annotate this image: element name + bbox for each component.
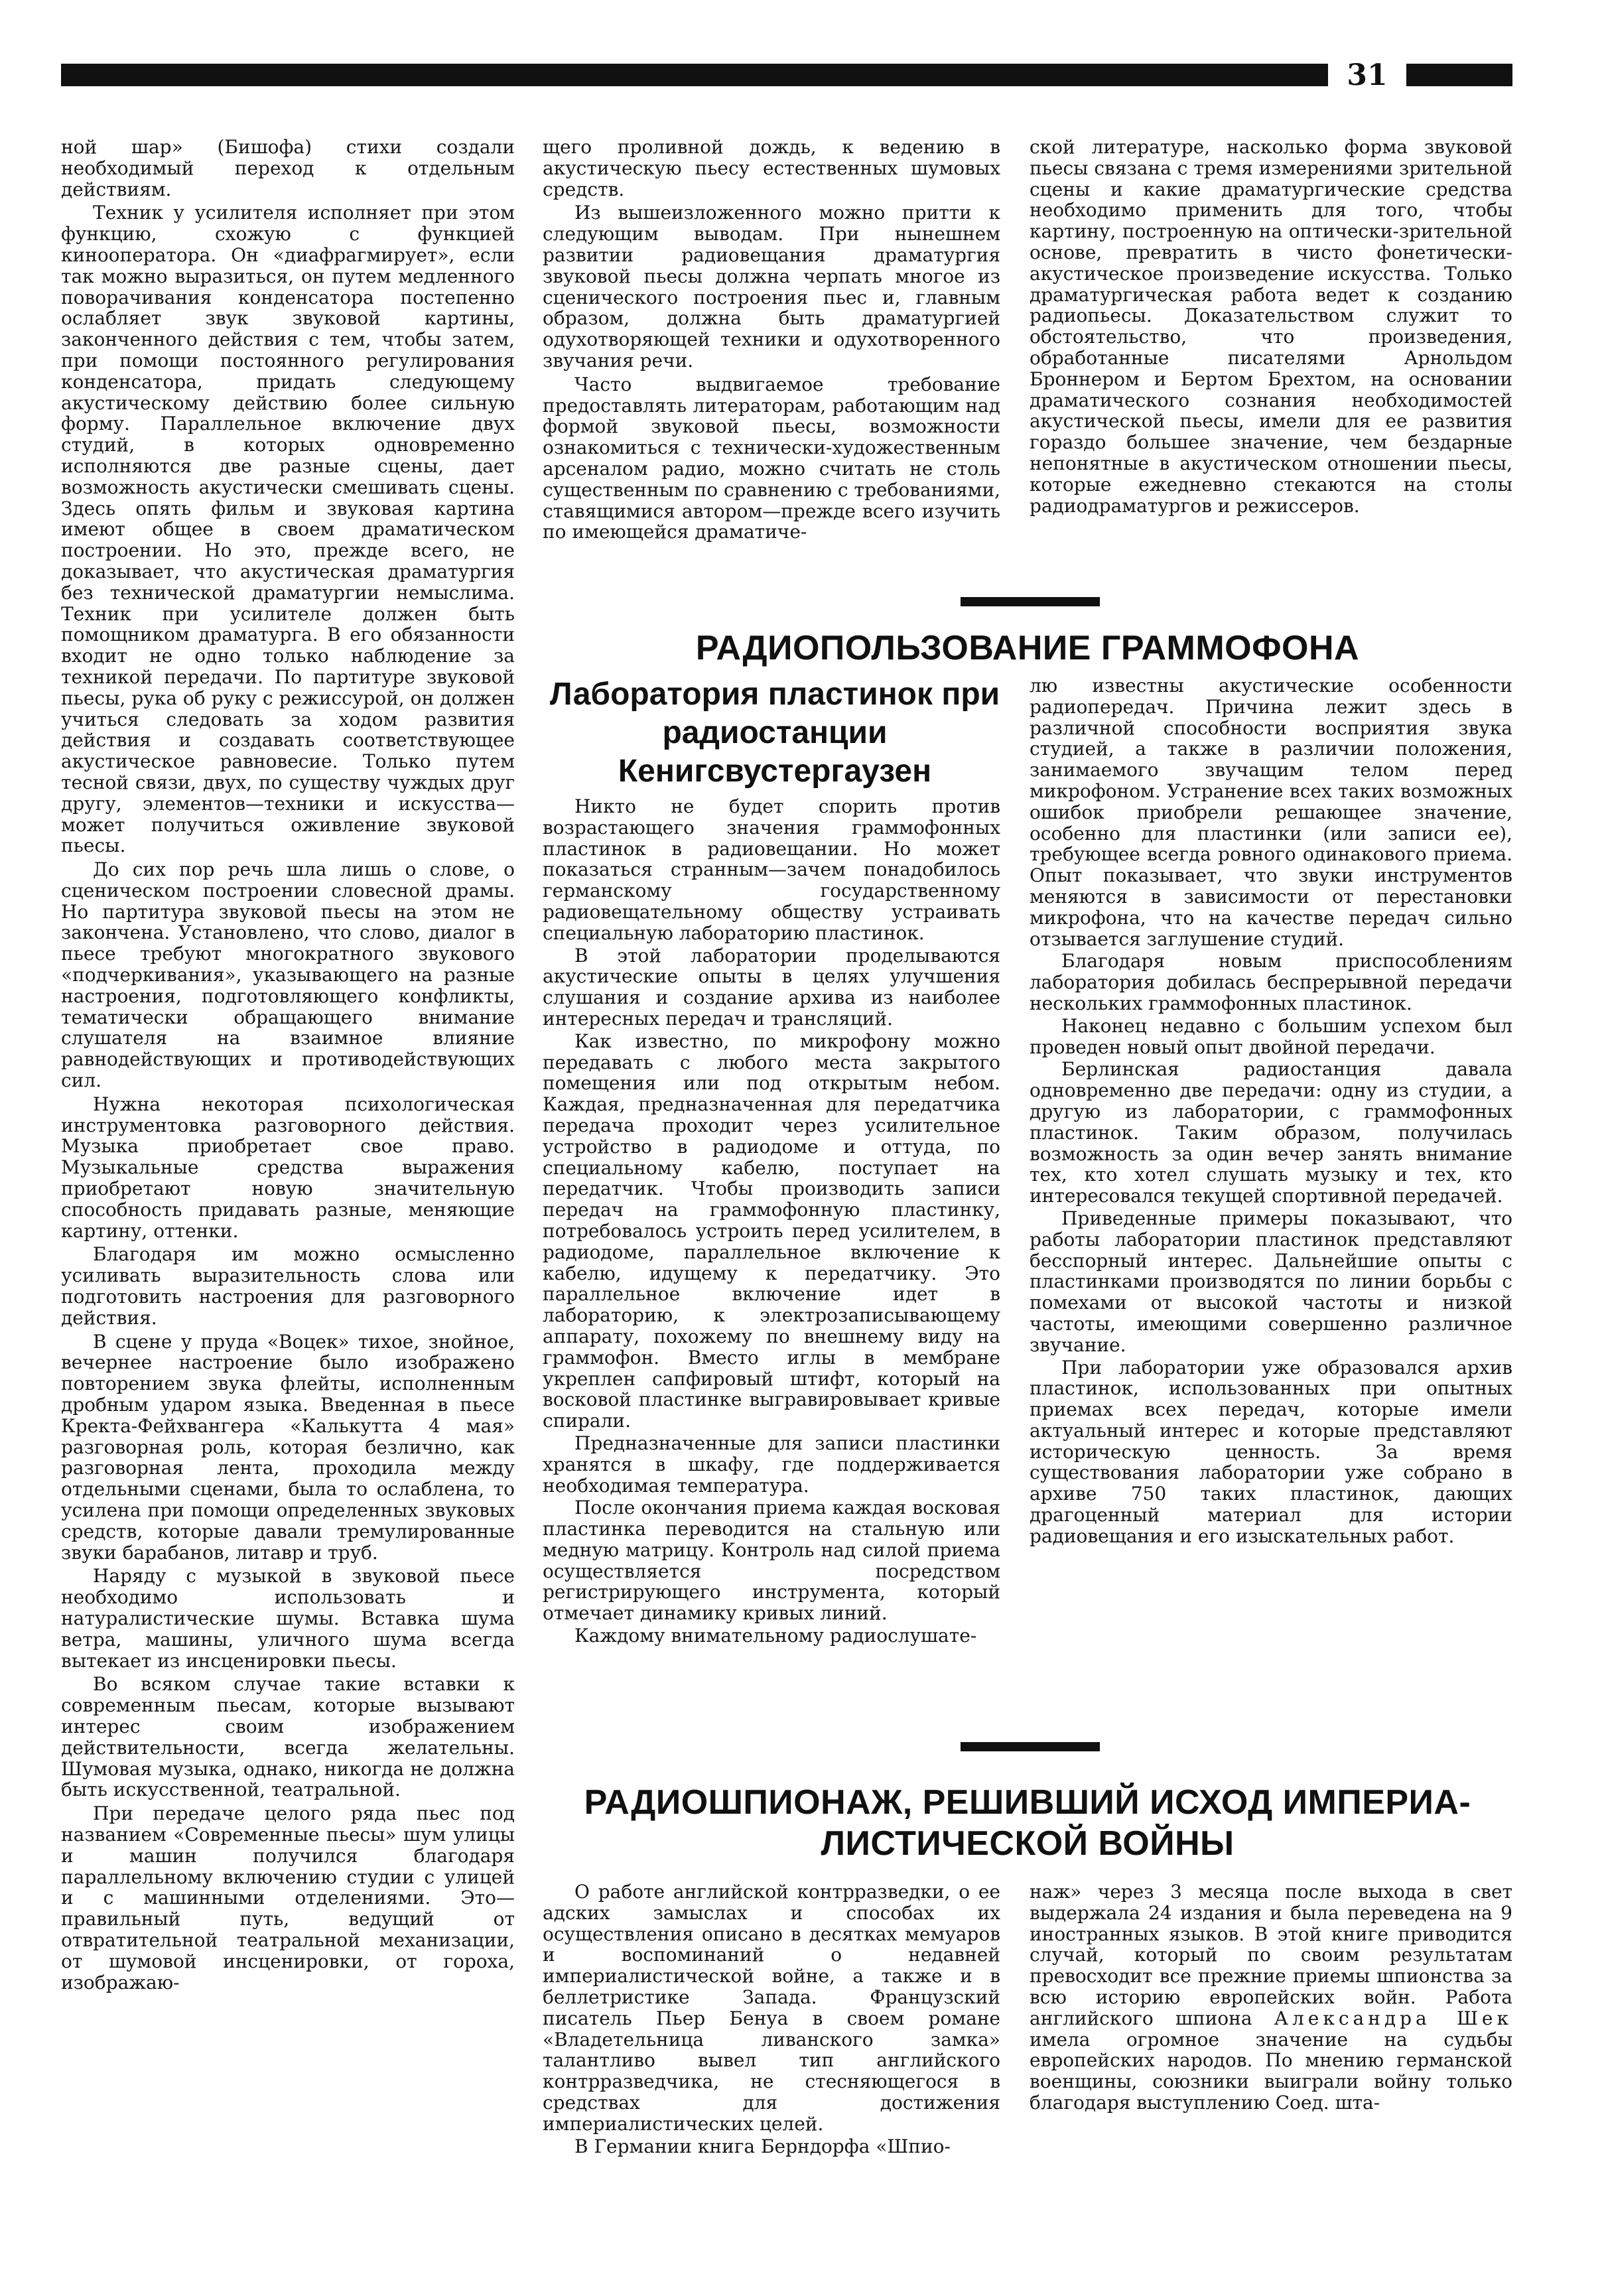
paragraph: Нужна некоторая психологическая инструментовка разговорного действия. Музыка приобретает свое право. Музыкальные средства выражения приобретают новую значительную способность придавать разные, меняющие картину, оттенки. (61, 1093, 515, 1242)
article-title (543, 1782, 1512, 1864)
paragraph: щего проливной дождь, к ведению в акустическую пьесу естественных шумовых средств. (543, 137, 1000, 200)
paragraph: лю известны акустические особенности радиопередач. Причина лежит здесь в различной способности восприятия звука студией, а также в различии положения, занимаемого звучащим телом перед микрофоном. Устранение всех таких возможных ошибок приобрели решающее значение, особенно для пластинки (или записи ее), требующее всегда ровного одинакового приема. Опыт показывает, что звуки инструментов меняются в зависимости от перестановки микрофона, что на качестве передач сильно отзывается заглушение студий. (1030, 675, 1512, 950)
paragraph: О работе английской контрразведки, о ее адских замыслах и способах их осуществления описано в десятках мемуаров и воспоминаний о недавней империалистической войне, а также и в беллетристике Запада. Французский писатель Пьер Бенуа в своем романе «Владетельница ливанского замка» талантливо вывел тип английского контрразведчика, не стесняющегося в средствах для достижения империалистических целей. (543, 1881, 1000, 2135)
paragraph: Благодаря новым приспособлениям лаборатория добилась беспрерывной передачи нескольких граммофонных пластинок. (1030, 950, 1512, 1014)
paragraph: После окончания приема каждая восковая пластинка переводится на стальную или медную матрицу. Контроль над силой приема осуществляется посредством регистрирующего инструмента, который отмечает динамику кривых линий. (543, 1497, 1000, 1625)
section-divider (961, 1742, 1100, 1751)
article-title: РАДИОПОЛЬЗОВАНИЕ ГРАММОФОНА (695, 629, 1360, 667)
paragraph: Наконец недавно с большим успехом был проведен новый опыт двойной передачи. (1030, 1014, 1512, 1058)
paragraph: Предназначенные для записи пластинки хранятся в шкафу, где поддерживается необходимая температура. (543, 1432, 1000, 1497)
paragraph: В сцене у пруда «Воцек» тихое, знойное, вечернее настроение было изображено повторением звука флейты, исполненным дробным ударом языка. Введенная в пьесе Кректа-Фейхвангера «Калькутта 4 мая» разговорная роль, которая безлично, как разговорная лента, проходила между отдельными сценами, была то ослаблена, то усилена при помощи определенных звуковых средств, которые давали тремулированные звуки барабанов, литавр и труб. (61, 1330, 515, 1564)
person-name: Александра Шек (1274, 2007, 1512, 2029)
paragraph: Берлинская радиостанция давала одновременно две передачи: одну из студии, а другую из лаборатории, с граммофонных пластинок. Таким образом, получилась возможность за один вечер занять внимание тех, кто хотел слушать музыку и тех, кто интересовался текущей спортивной передачей. (1030, 1058, 1512, 1207)
left-column (61, 137, 515, 2240)
paragraph: Приведенные примеры показывают, что работы лаборатории пластинок представляют бесспорный интерес. Дальнейшие опыты с пластинками производятся по линии борьбы с помехами от высокой частоты и низкой частоты, имеющими совершенно различное звучание. (1030, 1207, 1512, 1356)
paragraph: Никто не будет спорить против возрастающего значения граммофонных пластинок в радиовещании. Но может показаться странным—зачем понадобилось германскому государственному радиовещательному обществу устраивать специальную лабораторию пластинок. (543, 796, 1000, 944)
paragraph: Из вышеизложенного можно притти к следующим выводам. При нынешнем развитии радиовещания драматургия звуковой пьесы должна черпать многое из сценического построения пьес и, главным образом, должна быть драматургией одухотворяющей техники и одухотворенного звучания речи. (543, 202, 1000, 371)
paragraph: ской литературе, насколько форма звуковой пьесы связана с тремя измерениями зрительной сцены и какие драматургические средства необходимо применить для того, чтобы картину, построенную на оптически-зрительной основе, превратить в чисто фонетически-акустическое произведение искусства. Только драматургическая работа ведет к созданию радиопьесы. Доказательством служит то обстоятельство, что произведения, обработанные писателями Арнольдом Броннером и Бертом Брехтом, на основании драматического сознания необходимостей акустической пьесы, имели для ее развития гораздо большее значение, чем бездарные непонятные в акустическом отношении пьесы, которые ежедневно стекаются на столы радиодраматургов и режиссеров. (1030, 137, 1512, 517)
paragraph (1030, 1881, 1512, 2114)
paragraph: При лаборатории уже образовался архив пластинок, использованных при опытных приемах всех передач, которые имели актуальный интерес и которые представляют историческую ценность. За время существования лаборатории уже собрано в архиве 750 таких пластинок, дающих драгоценный материал для истории радиовещания и его изыскательных работ. (1030, 1356, 1512, 1547)
page-number: 31 (1347, 58, 1388, 92)
paragraph: Часто выдвигаемое требование предоставлять литераторам, работающим над формой звуковой пьесы, возможности ознакомиться с технически-художественным арсеналом радио, можно считать не столь существенным по сравнению с требованиями, ставящимися автором—прежде всего изучить по имеющейся драматиче- (543, 373, 1000, 543)
paragraph: Наряду с музыкой в звуковой пьесе необходимо использовать и натуралистические шумы. Вставка шума ветра, машины, уличного шума всегда вытекает из инсценировки пьесы. (61, 1565, 515, 1672)
article-title-line: РАДИОШПИОНАЖ, РЕШИВШИЙ ИСХОД ИМПЕРИА- (584, 1783, 1471, 1822)
article1-middle-column (543, 796, 1000, 1725)
section-divider (961, 597, 1100, 606)
paragraph: Каждому внимательному радиослушате- (574, 1625, 977, 1647)
header-rule-left (61, 64, 1328, 86)
header-rule-right (1406, 64, 1512, 86)
article1-right-column (1030, 675, 1512, 1733)
article2-middle-column (543, 1881, 1000, 2240)
paragraph: ной шар» (Бишофа) стихи создали необходимый переход к отдельным действиям. (61, 137, 515, 200)
paragraph-text: наж» через 3 месяца после выхода в свет выдержала 24 издания и была переведена на 9 иностранных языков. В этой книге приводится случай, который по своим результатам превосходит все прежние приемы шпионства за всю историю европейских войн. Работа английского шпиона (1030, 1881, 1512, 2029)
paragraph: Во всяком случае такие вставки к современным пьесам, которые вызывают интерес своим изображением действительности, всегда желательны. Шумовая музыка, однако, никогда не должна быть искусственной, театральной. (61, 1673, 515, 1801)
right-column-top (1030, 137, 1512, 573)
article-title-line: ЛИСТИЧЕСКОЙ ВОЙНЫ (821, 1824, 1235, 1863)
paragraph: Как известно, по микрофону можно передавать с любого места закрытого помещения или под открытым небом. Каждая, предназначенная для передатчика передача проходит через усилительное устройство в радиодоме и оттуда, по специальному кабелю, поступает на передатчик. Чтобы производить записи передач на граммофонную пластинку, потребовалось устроить перед усилителем, в радиодоме, параллельное включение к кабелю, идущему к передатчику. Это параллельное включение идет в лабораторию, к электрозаписывающему аппарату, похожему по внешнему виду на граммофон. Вместо иглы в мембране укреплен сапфировый штифт, который на восковой пластинке выгравировывает кривые спирали. (543, 1030, 1000, 1432)
article-subtitle: Лаборатория пластинок при радиостанции Кенигсвустергаузен (549, 677, 1000, 789)
article2-right-column (1030, 1881, 1512, 2240)
paragraph: До сих пор речь шла лишь о слове, о сценическом построении словесной драмы. Но партитура звуковой пьесы на этом не закончена. Установлено, что слово, диалог в пьесе требуют многократного звукового «подчеркивания», указывающего на разные настроения, подготовляющего конфликты, тематически обращающего внимание слушателя на взаимное влияние равнодействующих и противодействующих сил. (61, 858, 515, 1092)
paragraph: При передаче целого ряда пьес под названием «Современные пьесы» шум улицы и машин получился благодаря параллельному включению студии с улицей и с машинными отделениями. Это—правильный путь, ведущий от отвратительной театральной механизации, от шумовой инсценировки, от гороха, изображаю- (61, 1802, 515, 1993)
paragraph: Техник у усилителя исполняет при этом функцию, схожую с функцией кинооператора. Он «диафрагмирует», если так можно выразиться, он путем медленного поворачивания конденсатора постепенно ослабляет звук звуковой картины, законченного действия с тем, чтобы затем, при помощи постоянного регулирования конденсатора, придать следующему акустическому действию более сильную форму. Параллельное включение двух студий, в которых одновременно исполняются две разные сцены, дает возможность акустически смешивать сцены. Здесь опять фильм и звуковая картина имеют общее в своем драматическом построении. Но это, прежде всего, не доказывает, что акустическая драматургия без технической драматургии немыслима. Техник при усилителе должен быть помощником драматурга. В его обязанности входит не одно только наблюдение за техникой передачи. По партитуре звуковой пьесы, рука об руку с режиссурой, он должен учиться следовать за ходом развития действия и создавать соответствующее акустическое равновесие. Только путем тесной связи, двух, по существу чуждых друг другу, элементов—техники и искусства—может получиться оживление звуковой пьесы. (61, 202, 515, 857)
middle-column-top (543, 137, 1000, 573)
paragraph-text: имела огромное значение на судьбы европейских народов. По мнению германской военщины, союзники выиграли войну только благодаря выступлению Соед. шта- (1030, 2028, 1512, 2114)
paragraph: В Германии книга Берндорфа «Шпио- (574, 2135, 951, 2157)
paragraph: В этой лаборатории проделываются акустические опыты в целях улучшения слушания и создание архива из наиболее интересных передач и трансляций. (543, 944, 1000, 1030)
paragraph: Благодаря им можно осмысленно усиливать выразительность слова или подготовить настроения для разговорного действия. (61, 1243, 515, 1329)
